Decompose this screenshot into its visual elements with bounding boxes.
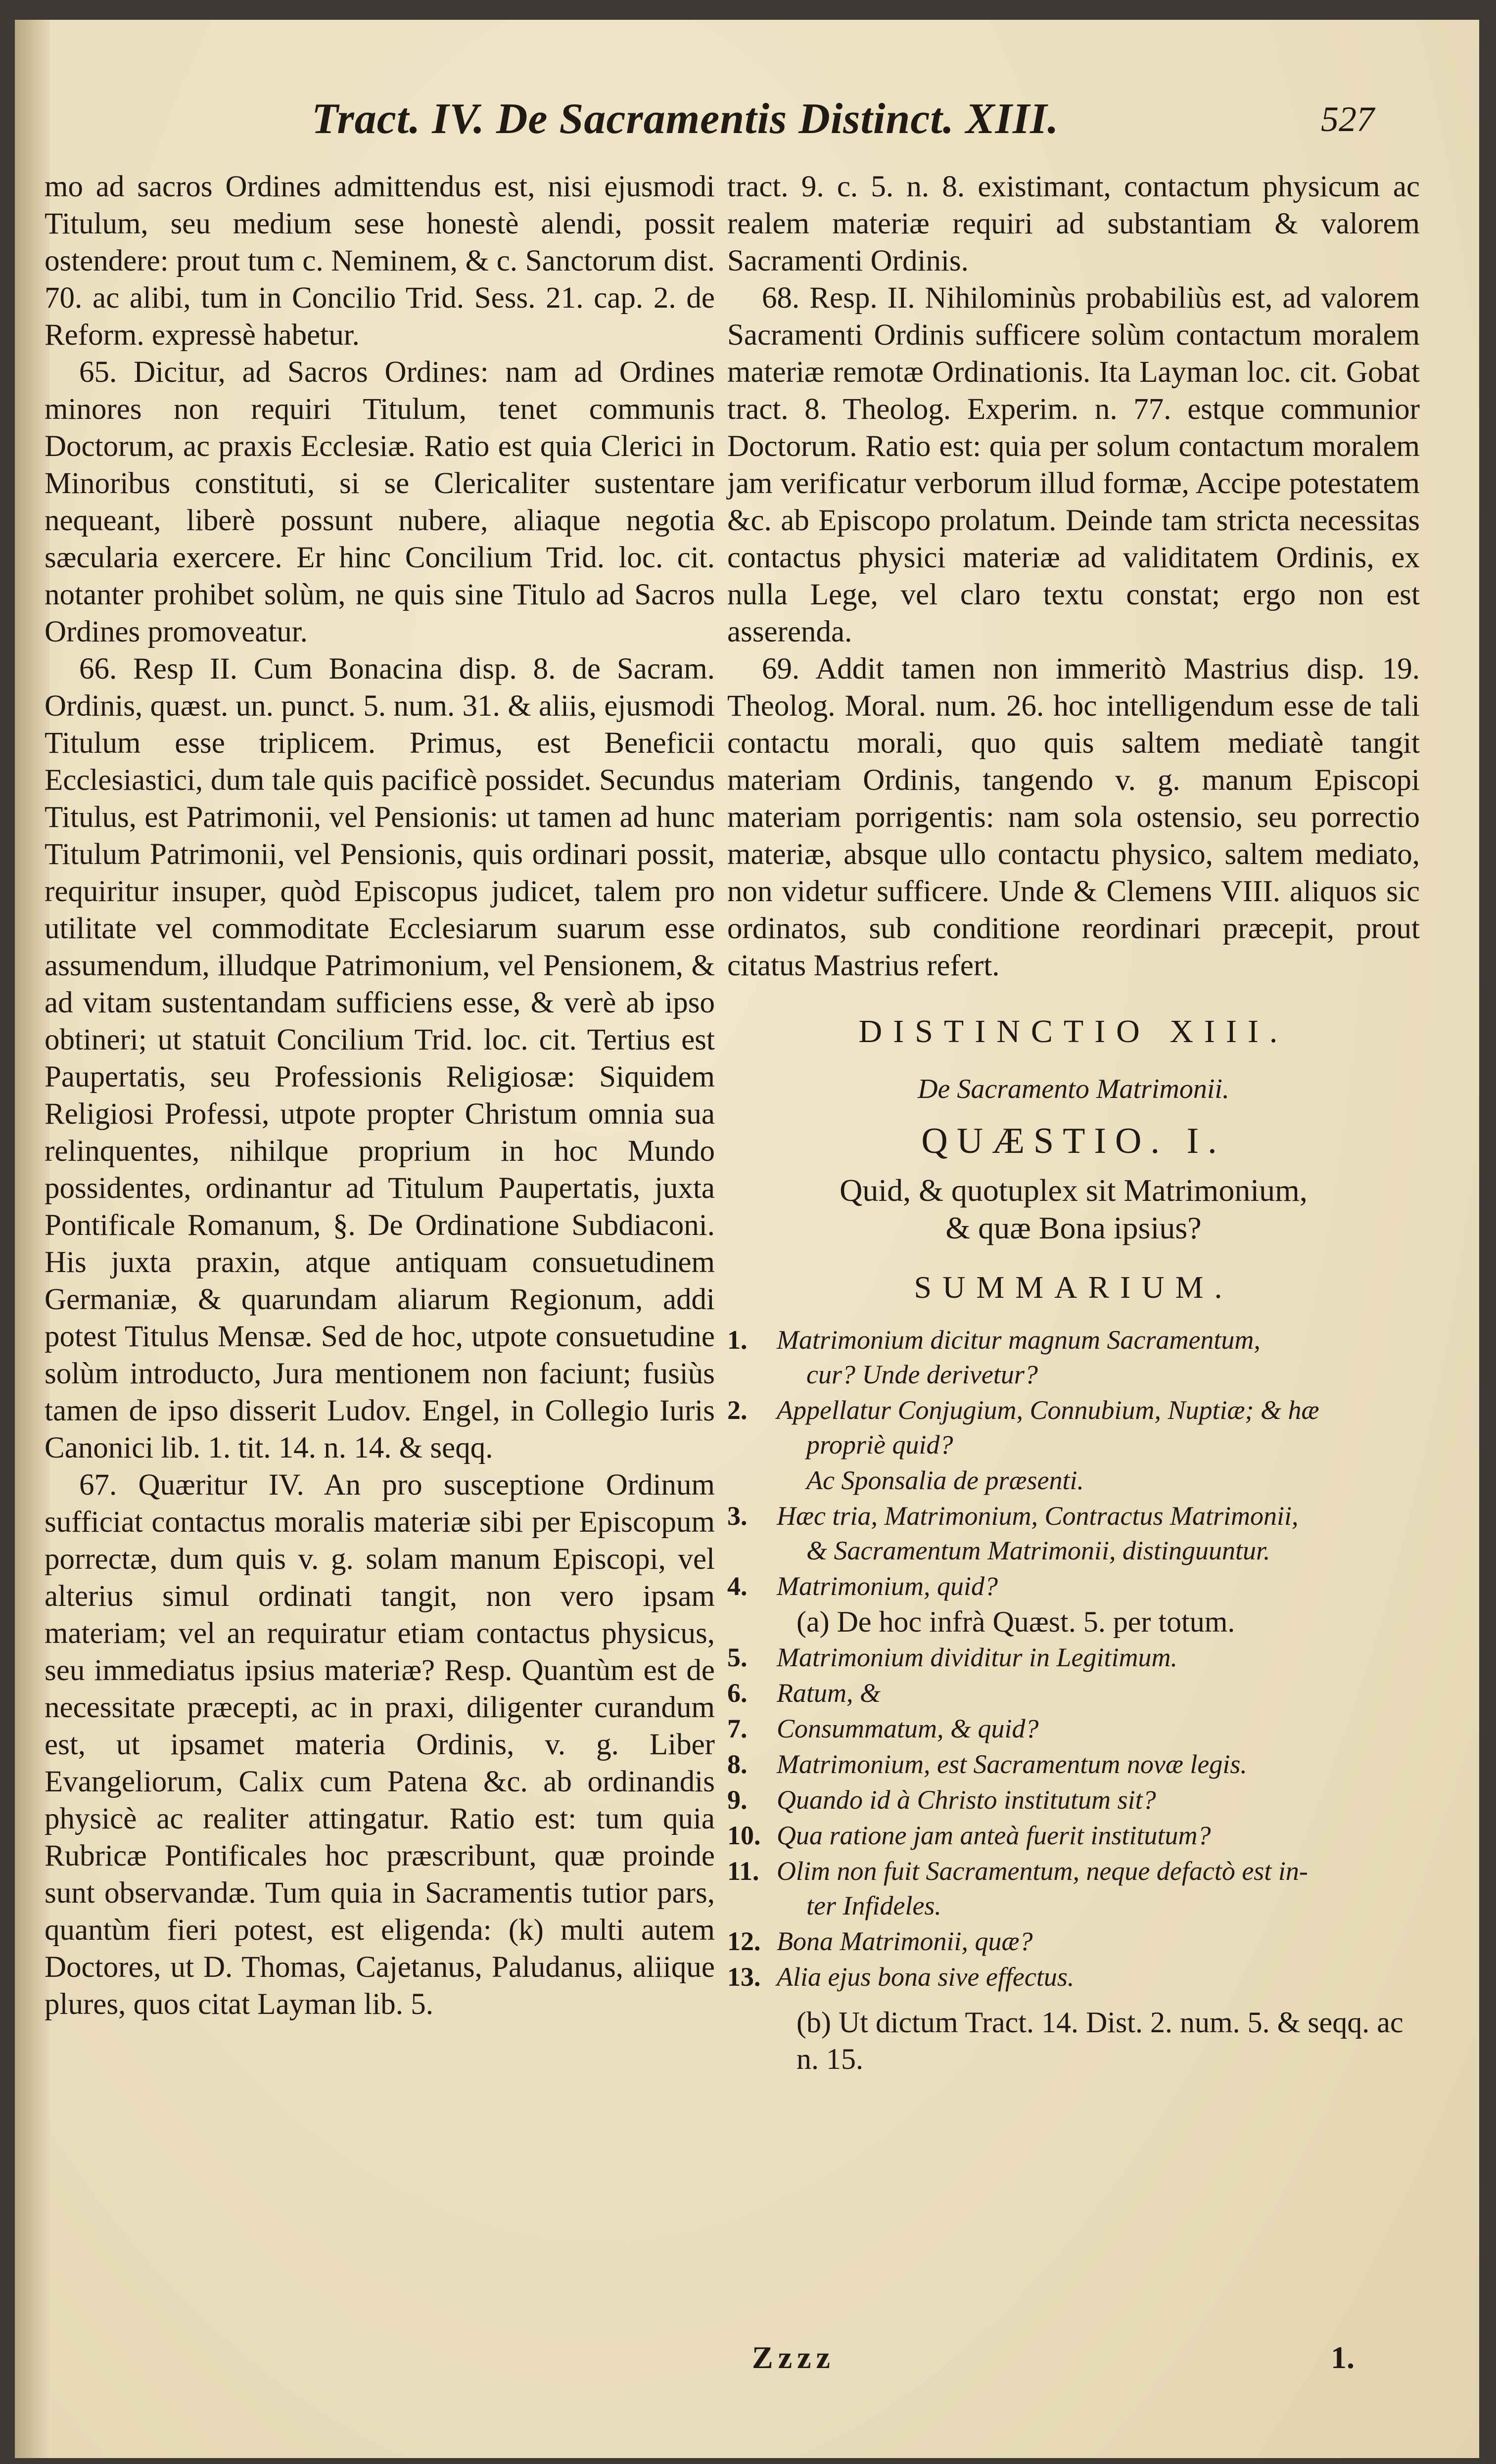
item-text: Ratum, & xyxy=(777,1678,881,1708)
paragraph-continuation-right: tract. 9. c. 5. n. 8. existimant, contactum physicum ac realem materiæ requiri ad substantiam & valorem Sacramenti Ordinis. xyxy=(727,170,1420,277)
summarium-item xyxy=(727,1854,1420,1923)
item-number: 3. xyxy=(727,1501,748,1531)
item-continuation: propriè quid? xyxy=(806,1430,953,1460)
paragraph-68: 68. Resp. II. Nihilominùs probabiliùs est, ad valorem Sacramenti Ordinis sufficere solùm contactum moralem materiæ remotæ Ordinationis. Ita Layman loc. cit. Gobat tract. 8. Theolog. Experim. n. 77. estque communior Doctorum. Ratio est: quia per solum contactum moralem jam verificatur verborum illud formæ, Accipe potestatem &c. ab Episcopo prolatum. Deinde tam stricta necessitas contactus physici materiæ ad validitatem Ordinis, ex nulla Lege, vel claro textu constat; ergo non est asserenda. xyxy=(727,281,1420,648)
summarium-item xyxy=(727,1640,1420,1675)
item-number: 6. xyxy=(727,1678,748,1708)
item-text: Matrimonium, est Sacramentum novæ legis. xyxy=(777,1749,1247,1779)
quaestio-heading: QUÆSTIO. I. xyxy=(921,1121,1226,1161)
book-page xyxy=(15,20,1479,2458)
summarium-title: SUMMARIUM. xyxy=(914,1270,1233,1305)
item-number: 4. xyxy=(727,1571,748,1601)
summarium-item xyxy=(727,1393,1420,1462)
summarium-item xyxy=(727,1676,1420,1710)
summarium-list xyxy=(727,1323,1420,1994)
summarium-item xyxy=(727,1782,1420,1817)
item-text: Qua ratione jam anteà fuerit institutum? xyxy=(777,1821,1211,1850)
item-continuation: & Sacramentum Matrimonii, distinguuntur. xyxy=(806,1536,1270,1565)
item-continuation: Ac Sponsalia de præsenti. xyxy=(806,1465,1084,1495)
item-number: 2. xyxy=(727,1395,748,1425)
paragraph-67: 67. Quæritur IV. An pro susceptione Ordinum sufficiat contactus moralis materiæ sibi per Episcopum porrectæ, dum quis v. g. solam manum Episcopi, vel alterius simul ordinati tangit, non vero ipsam materiam; vel an requiratur etiam contactus physicus, seu immediatus ipsius materiæ? Resp. Quantùm est de necessitate præcepti, ac in praxi, diligenter curandum est, ut ipsamet materia Ordinis, v. g. Liber Evangeliorum, Calix cum Patena &c. ab ordinandis physicè ac realiter attingatur. Ratio est: tum quia Rubricæ Pontificales hoc præscribunt, quæ proinde sunt observandæ. Tum quia in Sacramentis tutior pars, quantùm fieri potest, est eligenda: (k) multi autem Doctores, ut D. Thomas, Cajetanus, Paludanus, aliique plures, quos citat Layman lib. 5. xyxy=(45,1468,715,2021)
paragraph-65: 65. Dicitur, ad Sacros Ordines: nam ad Ordines minores non requiri Titulum, tenet communis Doctorum, ac praxis Ecclesiæ. Ratio est quia Clerici in Minoribus constituti, si se Clericaliter sustentare nequeant, liberè possunt nubere, aliaque negotia sæcularia exercere. Er hinc Concilium Trid. loc. cit. notanter prohibet solùm, ne quis sine Titulo ad Sacros Ordines promoveatur. xyxy=(45,356,715,648)
item-number: 11. xyxy=(727,1856,759,1886)
item-text: Bona Matrimonii, quæ? xyxy=(777,1926,1033,1956)
item-number: 9. xyxy=(727,1785,748,1815)
item-text: Alia ejus bona sive effectus. xyxy=(777,1962,1075,1992)
summarium-item xyxy=(727,1924,1420,1959)
item-number: 12. xyxy=(727,1926,761,1956)
running-head: Tract. IV. De Sacramentis Distinct. XIII. xyxy=(312,95,1059,143)
item-number: 7. xyxy=(727,1714,748,1743)
left-column xyxy=(45,168,715,2023)
item-number: 1. xyxy=(727,1325,748,1355)
catchword: 1. xyxy=(1331,2340,1355,2375)
item-note: (a) De hoc infrà Quæst. 5. per totum. xyxy=(796,1605,1235,1638)
summarium-item xyxy=(727,1747,1420,1781)
item-text: Matrimonium, quid? xyxy=(777,1571,998,1601)
paragraph-69: 69. Addit tamen non immeritò Mastrius disp. 19. Theolog. Moral. num. 26. hoc intelligendum esse de tali contactu morali, quo quis saltem mediatè tangit materiam Ordinis, tangendo v. g. manum Episcopi materiam porrigentis: nam sola ostensio, seu porrectio materiæ, absque ullo contactu physico, saltem mediato, non videtur sufficere. Unde & Clemens VIII. aliquos sic ordinatos, sub conditione reordinari præcepit, prout citatus Mastrius refert. xyxy=(727,652,1420,982)
item-text: Matrimonium dividitur in Legitimum. xyxy=(777,1643,1177,1672)
item-number: 8. xyxy=(727,1749,748,1779)
summarium-item xyxy=(727,1463,1420,1498)
summarium-item xyxy=(727,1323,1420,1392)
summarium-item xyxy=(727,1499,1420,1568)
item-text: Hæc tria, Matrimonium, Contractus Matrimonii, xyxy=(777,1501,1299,1531)
page-number: 527 xyxy=(1321,99,1374,139)
question-line-1: Quid, & quotuplex sit Matrimonium, xyxy=(840,1173,1308,1208)
signature-mark: Zzzz xyxy=(752,2340,835,2375)
summarium-item xyxy=(727,1711,1420,1746)
item-text: Olim non fuit Sacramentum, neque defactò est in- xyxy=(777,1856,1308,1886)
item-text: Matrimonium dicitur magnum Sacramentum, xyxy=(777,1325,1261,1355)
item-continuation: ter Infideles. xyxy=(806,1891,941,1920)
paragraph-continuation: mo ad sacros Ordines admittendus est, nisi ejusmodi Titulum, seu medium sese honestè alendi, possit ostendere: prout tum c. Neminem, & c. Sanctorum dist. 70. ac alibi, tum in Concilio Trid. Sess. 21. cap. 2. de Reform. expressè habetur. xyxy=(45,170,715,352)
paragraph-66: 66. Resp II. Cum Bonacina disp. 8. de Sacram. Ordinis, quæst. un. punct. 5. num. 31. & aliis, ejusmodi Titulum esse triplicem. Primus, est Beneficii Ecclesiastici, dum tale quis pacificè possidet. Secundus Titulus, est Patrimonii, vel Pensionis: ut tamen ad hunc Titulum Patrimonii, vel Pensionis, quis ordinari possit, requiritur insuper, quòd Episcopus judicet, talem pro utilitate vel commoditate Ecclesiarum suarum esse assumendum, illudque Patrimonium, vel Pensionem, & ad vitam sustentandam sufficiens esse, & verè ab ipso obtineri; ut statuit Concilium Trid. loc. cit. Tertius est Paupertatis, seu Professionis Religiosæ: Siquidem Religiosi Professi, utpote propter Christum omnia sua relinquentes, nihilque proprium in hoc Mundo possidentes, ordinantur ad Titulum Paupertatis, juxta Pontificale Romanum, §. De Ordinatione Subdiaconi. His juxta praxin, atque antiquam consuetudinem Germaniæ, & quarundam aliarum Regionum, addi potest Titulus Mensæ. Sed de hoc, utpote consuetudine solùm introducto, Jura mentionem non faciunt; fusiùs tamen de ipso disserit Ludov. Engel, in Collegio Iuris Canonici lib. 1. tit. 14. n. 14. & seqq. xyxy=(45,652,715,1464)
distinctio-heading: DISTINCTIO XIII. xyxy=(858,1013,1289,1049)
distinctio-subtitle: De Sacramento Matrimonii. xyxy=(918,1074,1229,1104)
item-number: 5. xyxy=(727,1643,748,1672)
summarium-item xyxy=(727,1569,1420,1603)
summarium-item xyxy=(727,1960,1420,1994)
right-column xyxy=(727,168,1420,2077)
item-number: 10. xyxy=(727,1821,761,1850)
item-text: Appellatur Conjugium, Connubium, Nuptiæ; & hæ xyxy=(777,1395,1319,1425)
item-number: 13. xyxy=(727,1962,761,1992)
quaestio-question xyxy=(727,1172,1420,1247)
item-continuation: cur? Unde derivetur? xyxy=(806,1360,1038,1389)
footnote-b: (b) Ut dictum Tract. 14. Dist. 2. num. 5. & seqq. ac n. 15. xyxy=(796,2006,1403,2075)
item-text: Consummatum, & quid? xyxy=(777,1714,1039,1743)
question-line-2: & quæ Bona ipsius? xyxy=(945,1210,1202,1245)
item-text: Quando id à Christo institutum sit? xyxy=(777,1785,1156,1815)
summarium-item xyxy=(727,1818,1420,1853)
summarium-note xyxy=(727,1604,1420,1639)
